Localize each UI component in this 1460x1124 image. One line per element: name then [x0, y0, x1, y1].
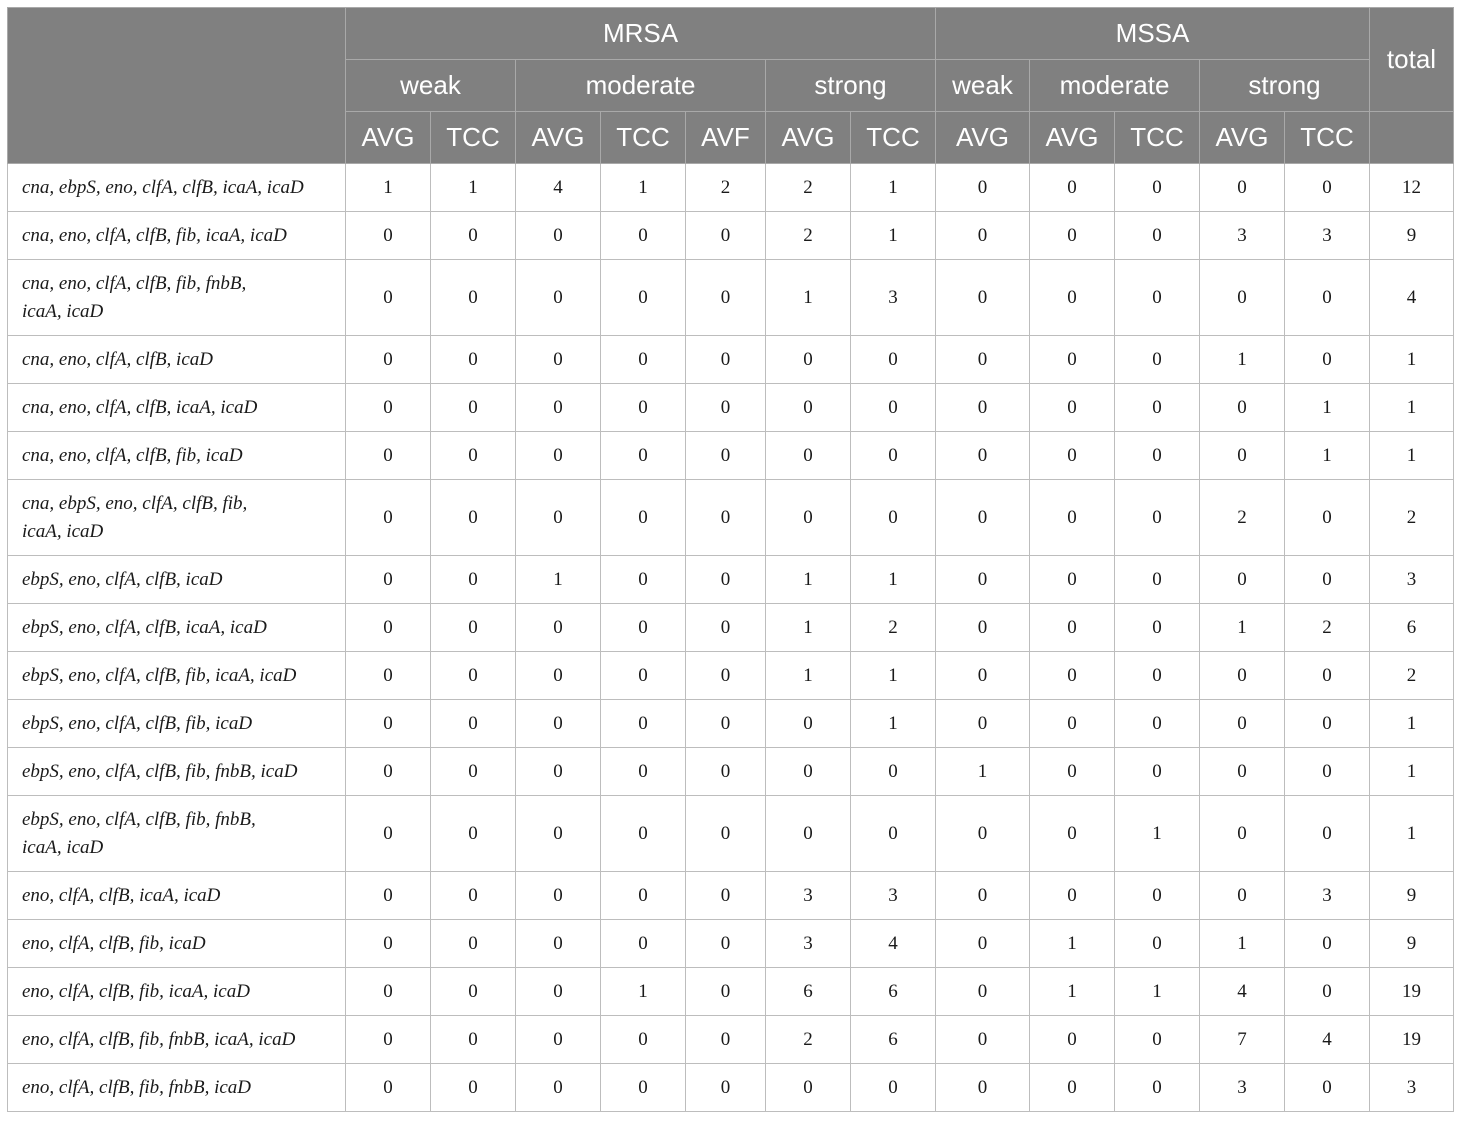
count-cell: 0 — [1030, 652, 1115, 700]
count-cell: 0 — [686, 432, 766, 480]
count-cell: 0 — [766, 336, 851, 384]
count-cell: 0 — [431, 212, 516, 260]
total-cell: 19 — [1370, 968, 1454, 1016]
gene-profile-table — [7, 7, 1454, 1112]
total-cell: 3 — [1370, 556, 1454, 604]
gene-profile-cell: eno, clfA, clfB, fib, fnbB, icaD — [8, 1064, 346, 1112]
count-cell: 0 — [346, 796, 431, 872]
count-cell: 6 — [851, 968, 936, 1016]
count-cell: 0 — [686, 796, 766, 872]
count-cell: 0 — [1115, 432, 1200, 480]
count-cell: 0 — [1115, 748, 1200, 796]
count-cell: 3 — [851, 260, 936, 336]
count-cell: 0 — [686, 604, 766, 652]
count-cell: 0 — [1115, 164, 1200, 212]
count-cell: 1 — [851, 556, 936, 604]
gene-profile-cell: ebpS, eno, clfA, clfB, icaA, icaD — [8, 604, 346, 652]
header-col: TCC — [1115, 112, 1200, 164]
count-cell: 0 — [346, 1016, 431, 1064]
count-cell: 0 — [516, 796, 601, 872]
count-cell: 0 — [431, 1016, 516, 1064]
count-cell: 0 — [601, 212, 686, 260]
gene-profile-cell: eno, clfA, clfB, icaA, icaD — [8, 872, 346, 920]
count-cell: 0 — [766, 796, 851, 872]
count-cell: 0 — [431, 1064, 516, 1112]
table-row — [8, 336, 1454, 384]
header-group-mrsa: MRSA — [346, 8, 936, 60]
count-cell: 0 — [516, 480, 601, 556]
count-cell: 0 — [431, 384, 516, 432]
header-col: TCC — [601, 112, 686, 164]
total-cell: 9 — [1370, 212, 1454, 260]
count-cell: 0 — [431, 968, 516, 1016]
count-cell: 0 — [601, 336, 686, 384]
count-cell: 0 — [1115, 384, 1200, 432]
count-cell: 0 — [686, 336, 766, 384]
count-cell: 0 — [516, 920, 601, 968]
count-cell: 1 — [1285, 384, 1370, 432]
count-cell: 0 — [431, 260, 516, 336]
count-cell: 0 — [601, 480, 686, 556]
count-cell: 0 — [1285, 1064, 1370, 1112]
total-cell: 9 — [1370, 872, 1454, 920]
gene-profile-cell: cna, eno, clfA, clfB, icaD — [8, 336, 346, 384]
count-cell: 0 — [936, 604, 1030, 652]
count-cell: 0 — [1115, 480, 1200, 556]
count-cell: 0 — [601, 920, 686, 968]
count-cell: 0 — [1200, 796, 1285, 872]
count-cell: 0 — [1115, 1064, 1200, 1112]
count-cell: 0 — [601, 1016, 686, 1064]
count-cell: 0 — [1030, 432, 1115, 480]
count-cell: 0 — [601, 796, 686, 872]
count-cell: 0 — [346, 1064, 431, 1112]
table-row — [8, 796, 1454, 872]
table-row — [8, 1064, 1454, 1112]
gene-profile-cell: eno, clfA, clfB, fib, fnbB, icaA, icaD — [8, 1016, 346, 1064]
count-cell: 0 — [686, 700, 766, 748]
count-cell: 0 — [1115, 212, 1200, 260]
count-cell: 0 — [516, 212, 601, 260]
count-cell: 0 — [431, 336, 516, 384]
count-cell: 0 — [851, 336, 936, 384]
total-cell: 6 — [1370, 604, 1454, 652]
count-cell: 0 — [516, 872, 601, 920]
count-cell: 0 — [346, 480, 431, 556]
header-mrsa-weak: weak — [346, 60, 516, 112]
count-cell: 0 — [686, 260, 766, 336]
count-cell: 1 — [1115, 968, 1200, 1016]
count-cell: 0 — [851, 432, 936, 480]
count-cell: 0 — [1285, 796, 1370, 872]
count-cell: 0 — [516, 432, 601, 480]
count-cell: 0 — [346, 604, 431, 652]
count-cell: 0 — [1200, 164, 1285, 212]
count-cell: 0 — [346, 748, 431, 796]
header-mssa-strong: strong — [1200, 60, 1370, 112]
count-cell: 0 — [1285, 968, 1370, 1016]
gene-profile-cell: cna, eno, clfA, clfB, fib, icaD — [8, 432, 346, 480]
count-cell: 0 — [686, 968, 766, 1016]
count-cell: 0 — [431, 872, 516, 920]
gene-profile-cell: ebpS, eno, clfA, clfB, fib, fnbB, icaD — [8, 748, 346, 796]
header-mssa-weak: weak — [936, 60, 1030, 112]
count-cell: 0 — [1030, 164, 1115, 212]
count-cell: 0 — [1030, 1016, 1115, 1064]
count-cell: 0 — [601, 432, 686, 480]
count-cell: 0 — [1115, 652, 1200, 700]
header-group-mssa: MSSA — [936, 8, 1370, 60]
count-cell: 0 — [1030, 1064, 1115, 1112]
count-cell: 4 — [1285, 1016, 1370, 1064]
count-cell: 0 — [1115, 604, 1200, 652]
count-cell: 1 — [431, 164, 516, 212]
count-cell: 1 — [346, 164, 431, 212]
count-cell: 0 — [346, 212, 431, 260]
count-cell: 0 — [1200, 872, 1285, 920]
table-row — [8, 920, 1454, 968]
count-cell: 0 — [1115, 700, 1200, 748]
count-cell: 0 — [686, 384, 766, 432]
count-cell: 0 — [1030, 748, 1115, 796]
count-cell: 1 — [851, 212, 936, 260]
count-cell: 0 — [601, 872, 686, 920]
count-cell: 0 — [431, 748, 516, 796]
count-cell: 0 — [346, 652, 431, 700]
count-cell: 0 — [1030, 480, 1115, 556]
total-cell: 1 — [1370, 796, 1454, 872]
count-cell: 0 — [1285, 164, 1370, 212]
count-cell: 0 — [346, 384, 431, 432]
table-row — [8, 652, 1454, 700]
count-cell: 0 — [601, 556, 686, 604]
count-cell: 1 — [766, 604, 851, 652]
count-cell: 0 — [766, 1064, 851, 1112]
count-cell: 0 — [1200, 700, 1285, 748]
gene-profile-cell: ebpS, eno, clfA, clfB, icaD — [8, 556, 346, 604]
count-cell: 0 — [686, 556, 766, 604]
count-cell: 0 — [1115, 260, 1200, 336]
table-row — [8, 872, 1454, 920]
total-cell: 12 — [1370, 164, 1454, 212]
count-cell: 0 — [601, 1064, 686, 1112]
gene-profile-cell: ebpS, eno, clfA, clfB, fib, icaA, icaD — [8, 652, 346, 700]
count-cell: 0 — [346, 260, 431, 336]
count-cell: 1 — [1200, 604, 1285, 652]
count-cell: 3 — [1285, 212, 1370, 260]
header-col: TCC — [431, 112, 516, 164]
header-col: AVG — [1200, 112, 1285, 164]
count-cell: 1 — [516, 556, 601, 604]
count-cell: 0 — [431, 652, 516, 700]
count-cell: 0 — [601, 260, 686, 336]
count-cell: 0 — [766, 700, 851, 748]
count-cell: 0 — [516, 1016, 601, 1064]
count-cell: 2 — [766, 164, 851, 212]
count-cell: 0 — [1030, 384, 1115, 432]
count-cell: 0 — [1285, 336, 1370, 384]
count-cell: 0 — [1200, 432, 1285, 480]
count-cell: 0 — [1200, 652, 1285, 700]
header-mrsa-strong: strong — [766, 60, 936, 112]
count-cell: 1 — [1200, 920, 1285, 968]
count-cell: 0 — [936, 432, 1030, 480]
count-cell: 0 — [516, 336, 601, 384]
count-cell: 0 — [686, 1064, 766, 1112]
count-cell: 0 — [1285, 260, 1370, 336]
count-cell: 0 — [936, 556, 1030, 604]
count-cell: 1 — [1030, 968, 1115, 1016]
count-cell: 0 — [851, 796, 936, 872]
count-cell: 0 — [686, 1016, 766, 1064]
count-cell: 1 — [851, 652, 936, 700]
header-col: AVG — [346, 112, 431, 164]
count-cell: 6 — [851, 1016, 936, 1064]
count-cell: 0 — [1030, 700, 1115, 748]
count-cell: 1 — [936, 748, 1030, 796]
count-cell: 0 — [1030, 604, 1115, 652]
table-row — [8, 480, 1454, 556]
total-cell: 1 — [1370, 748, 1454, 796]
count-cell: 0 — [686, 652, 766, 700]
count-cell: 0 — [936, 260, 1030, 336]
gene-profile-cell: eno, clfA, clfB, fib, icaA, icaD — [8, 968, 346, 1016]
count-cell: 0 — [686, 212, 766, 260]
count-cell: 0 — [1030, 260, 1115, 336]
count-cell: 0 — [1200, 260, 1285, 336]
total-cell: 1 — [1370, 336, 1454, 384]
count-cell: 0 — [346, 432, 431, 480]
count-cell: 1 — [1030, 920, 1115, 968]
table-row — [8, 1016, 1454, 1064]
count-cell: 2 — [766, 1016, 851, 1064]
header-col: TCC — [1285, 112, 1370, 164]
count-cell: 0 — [936, 968, 1030, 1016]
count-cell: 0 — [601, 384, 686, 432]
total-cell: 1 — [1370, 700, 1454, 748]
count-cell: 0 — [936, 652, 1030, 700]
count-cell: 0 — [346, 968, 431, 1016]
count-cell: 3 — [1200, 212, 1285, 260]
header-mssa-moderate: moderate — [1030, 60, 1200, 112]
count-cell: 0 — [1030, 796, 1115, 872]
total-cell: 2 — [1370, 652, 1454, 700]
count-cell: 3 — [766, 920, 851, 968]
gene-profile-cell: cna, eno, clfA, clfB, icaA, icaD — [8, 384, 346, 432]
count-cell: 0 — [516, 700, 601, 748]
gene-profile-cell: cna, eno, clfA, clfB, fib, fnbB, icaA, icaD — [8, 260, 346, 336]
count-cell: 0 — [936, 164, 1030, 212]
count-cell: 0 — [766, 748, 851, 796]
count-cell: 0 — [431, 796, 516, 872]
count-cell: 6 — [766, 968, 851, 1016]
table-row — [8, 164, 1454, 212]
count-cell: 0 — [516, 260, 601, 336]
total-cell: 2 — [1370, 480, 1454, 556]
table-row — [8, 432, 1454, 480]
count-cell: 0 — [936, 336, 1030, 384]
count-cell: 0 — [516, 748, 601, 796]
table-body — [8, 164, 1454, 1112]
count-cell: 0 — [1115, 872, 1200, 920]
count-cell: 2 — [766, 212, 851, 260]
count-cell: 0 — [346, 700, 431, 748]
count-cell: 0 — [1115, 556, 1200, 604]
header-mrsa-moderate: moderate — [516, 60, 766, 112]
count-cell: 3 — [851, 872, 936, 920]
count-cell: 0 — [1285, 920, 1370, 968]
count-cell: 0 — [516, 968, 601, 1016]
count-cell: 0 — [936, 796, 1030, 872]
total-cell: 3 — [1370, 1064, 1454, 1112]
count-cell: 0 — [516, 652, 601, 700]
count-cell: 1 — [601, 164, 686, 212]
count-cell: 0 — [766, 432, 851, 480]
count-cell: 4 — [851, 920, 936, 968]
count-cell: 2 — [686, 164, 766, 212]
count-cell: 0 — [851, 480, 936, 556]
count-cell: 2 — [1285, 604, 1370, 652]
count-cell: 0 — [601, 652, 686, 700]
count-cell: 1 — [851, 164, 936, 212]
count-cell: 0 — [431, 920, 516, 968]
count-cell: 0 — [516, 604, 601, 652]
count-cell: 0 — [686, 920, 766, 968]
count-cell: 0 — [431, 604, 516, 652]
count-cell: 0 — [1285, 652, 1370, 700]
header-total: total — [1370, 8, 1454, 112]
table-row — [8, 968, 1454, 1016]
header-corner — [8, 8, 346, 164]
count-cell: 0 — [936, 480, 1030, 556]
table-row — [8, 700, 1454, 748]
count-cell: 0 — [1285, 748, 1370, 796]
total-cell: 1 — [1370, 432, 1454, 480]
count-cell: 0 — [1200, 556, 1285, 604]
count-cell: 1 — [766, 652, 851, 700]
count-cell: 0 — [1285, 556, 1370, 604]
header-total-blank — [1370, 112, 1454, 164]
count-cell: 0 — [431, 700, 516, 748]
count-cell: 1 — [1285, 432, 1370, 480]
count-cell: 0 — [851, 384, 936, 432]
gene-profile-cell: ebpS, eno, clfA, clfB, fib, icaD — [8, 700, 346, 748]
table-header — [8, 8, 1454, 164]
gene-profile-cell: cna, ebpS, eno, clfA, clfB, fib, icaA, icaD — [8, 480, 346, 556]
count-cell: 1 — [601, 968, 686, 1016]
count-cell: 0 — [346, 872, 431, 920]
count-cell: 0 — [601, 604, 686, 652]
gene-profile-cell: ebpS, eno, clfA, clfB, fib, fnbB, icaA, icaD — [8, 796, 346, 872]
count-cell: 0 — [936, 384, 1030, 432]
count-cell: 0 — [1115, 336, 1200, 384]
count-cell: 0 — [431, 556, 516, 604]
gene-profile-cell: cna, eno, clfA, clfB, fib, icaA, icaD — [8, 212, 346, 260]
count-cell: 0 — [601, 700, 686, 748]
count-cell: 0 — [936, 1064, 1030, 1112]
count-cell: 0 — [516, 1064, 601, 1112]
count-cell: 3 — [1285, 872, 1370, 920]
count-cell: 4 — [1200, 968, 1285, 1016]
count-cell: 0 — [686, 872, 766, 920]
table-row — [8, 384, 1454, 432]
total-cell: 19 — [1370, 1016, 1454, 1064]
gene-profile-cell: cna, ebpS, eno, clfA, clfB, icaA, icaD — [8, 164, 346, 212]
count-cell: 0 — [1200, 748, 1285, 796]
total-cell: 4 — [1370, 260, 1454, 336]
count-cell: 0 — [936, 700, 1030, 748]
count-cell: 1 — [851, 700, 936, 748]
count-cell: 0 — [346, 920, 431, 968]
count-cell: 0 — [936, 212, 1030, 260]
count-cell: 0 — [601, 748, 686, 796]
count-cell: 0 — [1200, 384, 1285, 432]
header-col: AVG — [766, 112, 851, 164]
header-col: AVG — [936, 112, 1030, 164]
count-cell: 2 — [851, 604, 936, 652]
header-col: AVF — [686, 112, 766, 164]
count-cell: 0 — [936, 920, 1030, 968]
count-cell: 4 — [516, 164, 601, 212]
count-cell: 0 — [686, 748, 766, 796]
table-row — [8, 556, 1454, 604]
count-cell: 1 — [1115, 796, 1200, 872]
count-cell: 3 — [766, 872, 851, 920]
count-cell: 2 — [1200, 480, 1285, 556]
count-cell: 3 — [1200, 1064, 1285, 1112]
count-cell: 0 — [1115, 1016, 1200, 1064]
count-cell: 1 — [766, 556, 851, 604]
table-row — [8, 604, 1454, 652]
count-cell: 0 — [1030, 336, 1115, 384]
count-cell: 0 — [431, 432, 516, 480]
count-cell: 0 — [851, 1064, 936, 1112]
header-col: AVG — [516, 112, 601, 164]
count-cell: 0 — [431, 480, 516, 556]
count-cell: 0 — [766, 384, 851, 432]
count-cell: 0 — [766, 480, 851, 556]
table-container — [7, 7, 1453, 1112]
header-col: AVG — [1030, 112, 1115, 164]
count-cell: 1 — [1200, 336, 1285, 384]
count-cell: 0 — [1285, 700, 1370, 748]
count-cell: 1 — [766, 260, 851, 336]
count-cell: 0 — [1030, 872, 1115, 920]
count-cell: 0 — [1285, 480, 1370, 556]
count-cell: 0 — [851, 748, 936, 796]
count-cell: 0 — [936, 872, 1030, 920]
count-cell: 0 — [516, 384, 601, 432]
count-cell: 0 — [346, 556, 431, 604]
count-cell: 7 — [1200, 1016, 1285, 1064]
count-cell: 0 — [1030, 556, 1115, 604]
table-row — [8, 748, 1454, 796]
table-row — [8, 260, 1454, 336]
count-cell: 0 — [346, 336, 431, 384]
total-cell: 9 — [1370, 920, 1454, 968]
count-cell: 0 — [1115, 920, 1200, 968]
count-cell: 0 — [936, 1016, 1030, 1064]
count-cell: 0 — [1030, 212, 1115, 260]
header-col: TCC — [851, 112, 936, 164]
total-cell: 1 — [1370, 384, 1454, 432]
table-row — [8, 212, 1454, 260]
count-cell: 0 — [686, 480, 766, 556]
gene-profile-cell: eno, clfA, clfB, fib, icaD — [8, 920, 346, 968]
